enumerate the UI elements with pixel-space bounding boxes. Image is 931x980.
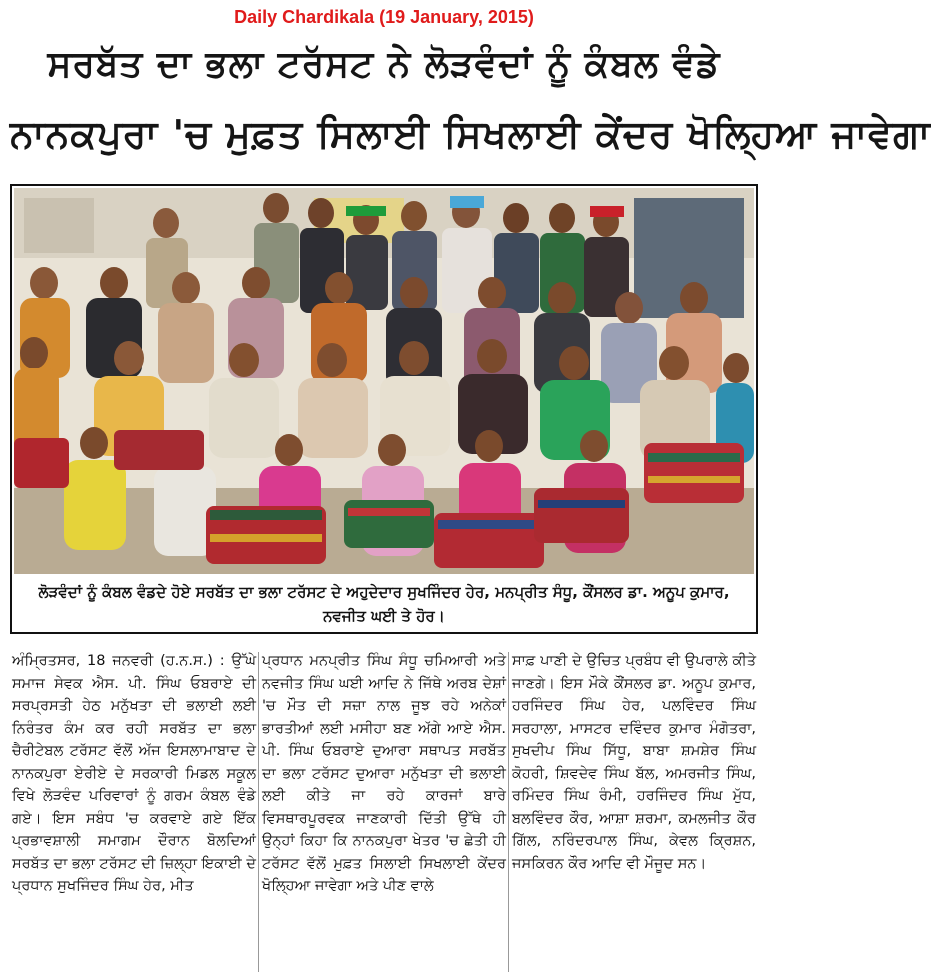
column-divider [258,652,259,972]
publication-source: Daily Chardikala (19 January, 2015) [234,7,534,27]
news-photo-frame [10,184,758,634]
headline-primary: ਸਰਬੱਤ ਦਾ ਭਲਾ ਟਰੱਸਟ ਨੇ ਲੋੜਵੰਦਾਂ ਨੂੰ ਕੰਬਲ ਵੰਡੇ [47,44,721,85]
group-photo-illustration [14,188,754,574]
article-column-1: ਅੰਮ੍ਰਿਤਸਰ, 18 ਜਨਵਰੀ (ਹ.ਨ.ਸ.) : ਉੱਘੇ ਸਮਾਜ ਸੇਵਕ ਐਸ. ਪੀ. ਸਿੰਘ ਓਬਰਾਏ ਦੀ ਸਰਪ੍ਰਸਤੀ ਹੇਠ ਮਨੁੱਖਤਾ ਦੀ ਭਲਾਈ ਲਈ ਨਿਰੰਤਰ ਕੰਮ ਕਰ ਰਹੀ ਸਰਬੱਤ ਦਾ ਭਲਾ ਚੈਰੀਟੇਬਲ ਟਰੱਸਟ ਵੱਲੋਂ ਅੱਜ ਇਸਲਾਮਾਬਾਦ ਦੇ ਨਾਨਕਪੁਰਾ ਏਰੀਏ ਦੇ ਸਰਕਾਰੀ ਮਿਡਲ ਸਕੂਲ ਵਿਖੇ ਲੋੜਵੰਦ ਪਰਿਵਾਰਾਂ ਨੂੰ ਗਰਮ ਕੰਬਲ ਵੰਡੇ ਗਏ। ਇਸ ਸਬੰਧ 'ਚ ਕਰਵਾਏ ਗਏ ਇੱਕ ਪ੍ਰਭਾਵਸ਼ਾਲੀ ਸਮਾਗਮ ਦੌਰਾਨ ਬੋਲਦਿਆਂ ਸਰਬੱਤ ਦਾ ਭਲਾ ਟਰੱਸਟ ਦੀ ਜ਼ਿਲ੍ਹਾ ਇਕਾਈ ਦੇ ਪ੍ਰਧਾਨ ਸੁਖਜਿੰਦਰ ਸਿੰਘ ਹੇਰ, ਮੀਤ [12,653,256,894]
group-photo [14,188,754,574]
headline-secondary: ਨਾਨਕਪੁਰਾ 'ਚ ਮੁਫ਼ਤ ਸਿਲਾਈ ਸਿਖਲਾਈ ਕੇਂਦਰ ਖੋਲ੍ਹਿਆ ਜਾਵੇਗਾ [10,112,931,156]
column-divider [508,652,509,972]
article-column-3: ਸਾਫ਼ ਪਾਣੀ ਦੇ ਉਚਿਤ ਪ੍ਰਬੰਧ ਵੀ ਉਪਰਾਲੇ ਕੀਤੇ ਜਾਣਗੇ। ਇਸ ਮੌਕੇ ਕੌਂਸਲਰ ਡਾ. ਅਨੂਪ ਕੁਮਾਰ, ਹਰਜਿੰਦਰ ਸਿੰਘ ਹੇਰ, ਪਲਵਿੰਦਰ ਸਿੰਘ ਸਰਹਾਲਾ, ਮਾਸਟਰ ਦਵਿੰਦਰ ਕੁਮਾਰ ਮੰਗੋਤਰਾ, ਸੁਖਦੀਪ ਸਿੰਘ ਸਿੱਧੂ, ਬਾਬਾ ਸ਼ਮਸ਼ੇਰ ਸਿੰਘ ਕੋਹਰੀ, ਸ਼ਿਵਦੇਵ ਸਿੰਘ ਬੱਲ, ਅਮਰਜੀਤ ਸਿੰਘ, ਰਮਿੰਦਰ ਸਿੰਘ ਰੰਮੀ, ਹਰਜਿੰਦਰ ਸਿੰਘ ਮੁੱਧ, ਬਲਵਿੰਦਰ ਕੌਰ, ਆਸ਼ਾ ਸ਼ਰਮਾ, ਕਮਲਜੀਤ ਕੌਰ ਗਿੱਲ, ਨਰਿੰਦਰਪਾਲ ਸਿੰਘ, ਕੇਵਲ ਕ੍ਰਿਸ਼ਨ, ਜਸਕਿਰਨ ਕੌਰ ਆਦਿ ਵੀ ਮੌਜੂਦ ਸਨ। [512,653,756,872]
article-column-2: ਪ੍ਰਧਾਨ ਮਨਪ੍ਰੀਤ ਸਿੰਘ ਸੰਧੂ ਚਮਿਆਰੀ ਅਤੇ ਨਵਜੀਤ ਸਿੰਘ ਘਈ ਆਦਿ ਨੇ ਜਿੱਥੇ ਅਰਬ ਦੇਸ਼ਾਂ 'ਚ ਮੌਤ ਦੀ ਸਜ਼ਾ ਨਾਲ ਜੂਝ ਰਹੇ ਅਨੇਕਾਂ ਭਾਰਤੀਆਂ ਲਈ ਮਸੀਹਾ ਬਣ ਅੱਗੇ ਆਏ ਐਸ. ਪੀ. ਸਿੰਘ ਓਬਰਾਏ ਦੁਆਰਾ ਸਥਾਪਤ ਸਰਬੱਤ ਦਾ ਭਲਾ ਟਰੱਸਟ ਦੁਆਰਾ ਮਨੁੱਖਤਾ ਦੀ ਭਲਾਈ ਲਈ ਕੀਤੇ ਜਾ ਰਹੇ ਕਾਰਜਾਂ ਬਾਰੇ ਵਿਸਥਾਰਪੂਰਵਕ ਜਾਣਕਾਰੀ ਦਿੱਤੀ ਉੱਥੇ ਹੀ ਉਨ੍ਹਾਂ ਕਿਹਾ ਕਿ ਨਾਨਕਪੁਰਾ ਖੇਤਰ 'ਚ ਛੇਤੀ ਹੀ ਟਰੱਸਟ ਵੱਲੋਂ ਮੁਫ਼ਤ ਸਿਲਾਈ ਸਿਖਲਾਈ ਕੇਂਦਰ ਖੋਲ੍ਹਿਆ ਜਾਵੇਗਾ ਅਤੇ ਪੀਣ ਵਾਲੇ [262,653,506,894]
photo-caption: ਲੋੜਵੰਦਾਂ ਨੂੰ ਕੰਬਲ ਵੰਡਦੇ ਹੋਏ ਸਰਬੱਤ ਦਾ ਭਲਾ ਟਰੱਸਟ ਦੇ ਅਹੁਦੇਦਾਰ ਸੁਖਜਿੰਦਰ ਹੇਰ, ਮਨਪ੍ਰੀਤ ਸੰਧੂ, ਕੌਂਸਲਰ ਡਾ. ਅਨੂਪ ਕੁਮਾਰ, ਨਵਜੀਤ ਘਈ ਤੇ ਹੋਰ। [38,583,730,625]
